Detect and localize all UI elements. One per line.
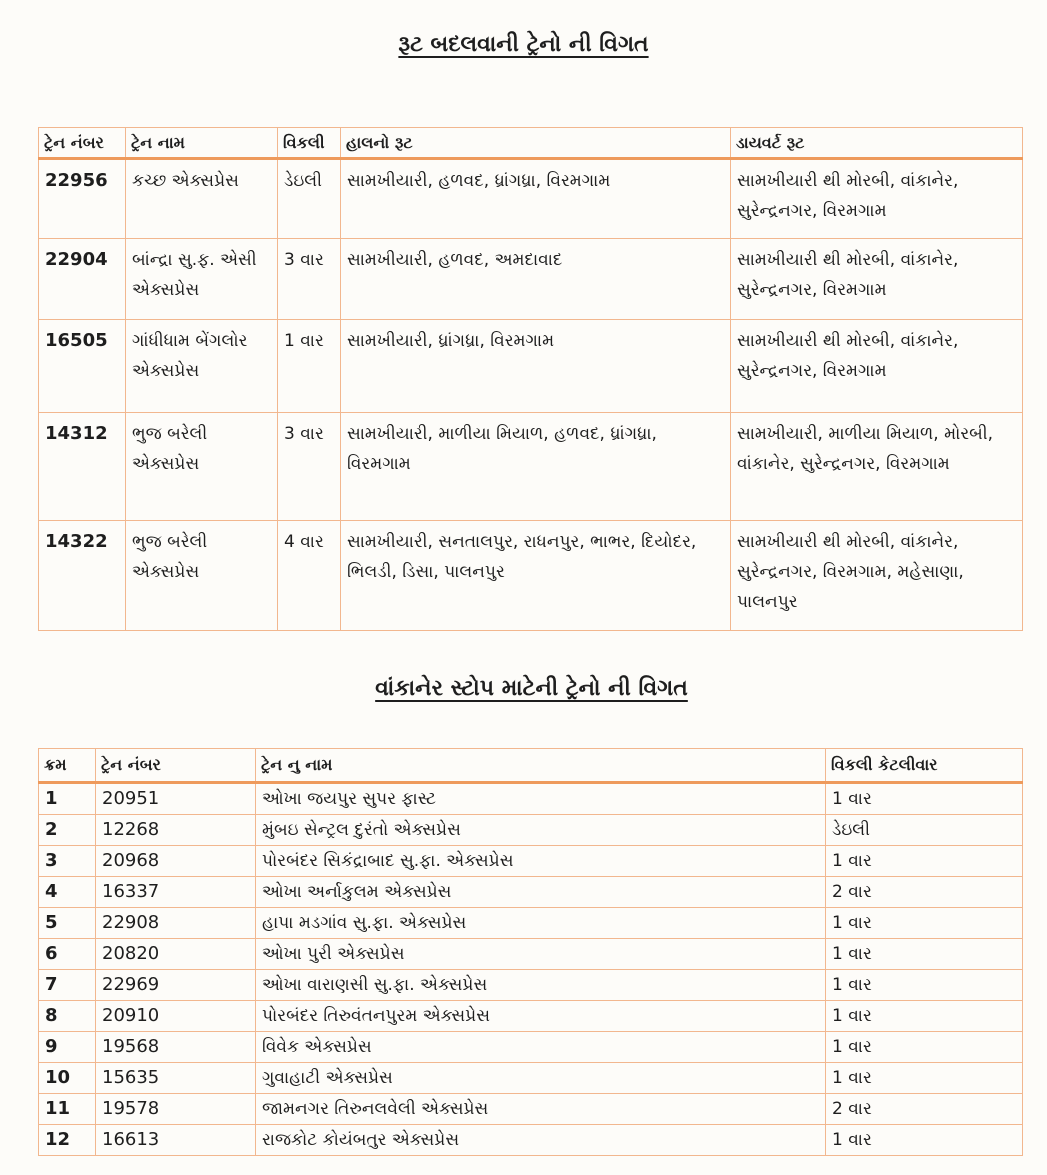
header-train-number: ટ્રેન નંબર xyxy=(39,128,126,159)
train-name-cell-text: મુંબઇ સેન્ટ્રલ દુરંતો એક્સપ્રેસ xyxy=(262,820,461,840)
diverted-route-cell xyxy=(731,521,1023,631)
route-change-title xyxy=(0,30,1047,60)
header-train-name: ટ્રેન નુ નામ xyxy=(256,749,826,783)
serial-cell-text: 3 xyxy=(45,850,58,871)
header-train-name: ટ્રેન નામ xyxy=(126,128,278,159)
route-change-table-header xyxy=(39,128,1023,159)
train-number-cell-text: 12268 xyxy=(102,819,160,840)
current-route-cell xyxy=(341,521,731,631)
serial-cell xyxy=(39,815,96,846)
train-name-cell xyxy=(256,815,826,846)
header-train-number: ટ્રેન નંબર xyxy=(96,749,256,783)
serial-cell-text: 12 xyxy=(45,1129,71,1150)
train-number-cell xyxy=(96,1063,256,1094)
train-number-cell-text: 22908 xyxy=(102,912,160,933)
serial-cell xyxy=(39,846,96,877)
train-number-cell xyxy=(39,159,126,239)
weekly-frequency-cell xyxy=(826,815,1023,846)
diverted-route-cell xyxy=(731,159,1023,239)
train-name-cell xyxy=(256,939,826,970)
table-row xyxy=(39,239,1023,320)
train-name-cell-text: બાંન્દ્રા સુ.ફ. એસી એક્સપ્રેસ xyxy=(132,250,257,300)
weekly-frequency-cell-text: 1 વાર xyxy=(832,913,872,933)
serial-cell xyxy=(39,970,96,1001)
weekly-frequency-cell-text: ડેઇલી xyxy=(832,820,870,840)
train-name-cell xyxy=(126,320,278,413)
train-number-cell xyxy=(96,939,256,970)
weekly-frequency-cell xyxy=(826,1094,1023,1125)
train-number-cell-text: 16613 xyxy=(102,1129,160,1150)
train-name-cell-text: ગાંધીધામ બેંગલોર એક્સપ્રેસ xyxy=(132,331,248,381)
train-name-cell-text: ઓખા વારાણસી સુ.ફા. એક્સપ્રેસ xyxy=(262,975,488,995)
train-number-cell xyxy=(96,1032,256,1063)
train-number-cell xyxy=(96,908,256,939)
table-row xyxy=(39,1032,1023,1063)
serial-cell xyxy=(39,1094,96,1125)
train-name-cell-text: પોરબંદર સિકંદ્રાબાદ સુ.ફા. એક્સપ્રેસ xyxy=(262,851,514,871)
train-name-cell xyxy=(256,970,826,1001)
train-number-cell xyxy=(96,877,256,908)
train-name-cell xyxy=(256,783,826,815)
wankaner-stop-title-text: વાંકાનેર સ્ટોપ માટેની ટ્રેનો ની વિગત xyxy=(375,676,688,701)
train-number-cell-text: 22956 xyxy=(45,170,108,191)
serial-cell-text: 10 xyxy=(45,1067,71,1088)
header-row xyxy=(39,749,1023,783)
serial-cell-text: 8 xyxy=(45,1005,58,1026)
train-name-cell xyxy=(256,908,826,939)
weekly-frequency-cell xyxy=(826,908,1023,939)
train-name-cell-text: ભુજ બરેલી એક્સપ્રેસ xyxy=(132,424,208,474)
weekly-frequency-cell xyxy=(826,1001,1023,1032)
train-number-cell xyxy=(96,1125,256,1156)
route-change-title-text: રૂટ બદલવાની ટ્રેનો ની વિગત xyxy=(398,32,649,57)
weekly-cell xyxy=(278,521,341,631)
current-route-cell-text: સામખીયારી, માળીયા મિયાળ, હળવદ, ધ્રાંગધ્રા, વિરમગામ xyxy=(347,424,657,474)
weekly-frequency-cell xyxy=(826,1063,1023,1094)
weekly-cell xyxy=(278,413,341,521)
route-change-table-body xyxy=(39,159,1023,631)
table-row xyxy=(39,1125,1023,1156)
current-route-cell xyxy=(341,239,731,320)
train-number-cell xyxy=(39,320,126,413)
header-diverted-route: ડાયવર્ટ રૂટ xyxy=(731,128,1023,159)
wankaner-stop-table-header xyxy=(39,749,1023,783)
serial-cell xyxy=(39,1032,96,1063)
weekly-cell-text: 3 વાર xyxy=(284,250,324,270)
train-name-cell xyxy=(256,1032,826,1063)
current-route-cell-text: સામખીયારી, ધ્રાંગધ્રા, વિરમગામ xyxy=(347,331,555,351)
serial-cell-text: 9 xyxy=(45,1036,58,1057)
table-row xyxy=(39,320,1023,413)
train-name-cell-text: ઓખા જયપુર સુપર ફાસ્ટ xyxy=(262,789,437,809)
train-name-cell xyxy=(256,1001,826,1032)
train-name-cell xyxy=(126,239,278,320)
weekly-frequency-cell xyxy=(826,783,1023,815)
train-number-cell-text: 14322 xyxy=(45,531,108,552)
table-row xyxy=(39,1094,1023,1125)
wankaner-stop-table-body xyxy=(39,783,1023,1156)
train-number-cell-text: 16505 xyxy=(45,330,108,351)
train-name-cell xyxy=(256,846,826,877)
weekly-cell-text: 1 વાર xyxy=(284,331,324,351)
diverted-route-cell xyxy=(731,413,1023,521)
train-number-cell xyxy=(39,413,126,521)
train-number-cell xyxy=(96,1001,256,1032)
serial-cell xyxy=(39,1063,96,1094)
diverted-route-cell-text: સામખીયારી થી મોરબી, વાંકાનેર, સુરેન્દ્રનગર, વિરમગામ xyxy=(737,171,959,221)
wankaner-stop-title xyxy=(8,674,1047,704)
wankaner-stop-table xyxy=(38,748,1023,1156)
weekly-frequency-cell-text: 2 વાર xyxy=(832,882,872,902)
diverted-route-cell-text: સામખીયારી થી મોરબી, વાંકાનેર, સુરેન્દ્રનગર, વિરમગામ xyxy=(737,250,959,300)
diverted-route-cell-text: સામખીયારી, માળીયા મિયાળ, મોરબી, વાંકાનેર, સુરેન્દ્રનગર, વિરમગામ xyxy=(737,424,994,474)
serial-cell-text: 11 xyxy=(45,1098,71,1119)
train-name-cell xyxy=(256,877,826,908)
train-number-cell-text: 20968 xyxy=(102,850,160,871)
table-row xyxy=(39,1063,1023,1094)
train-number-cell-text: 22969 xyxy=(102,974,160,995)
table-row xyxy=(39,521,1023,631)
train-number-cell-text: 19578 xyxy=(102,1098,160,1119)
serial-cell xyxy=(39,1001,96,1032)
weekly-cell xyxy=(278,159,341,239)
train-name-cell xyxy=(256,1094,826,1125)
header-serial: ક્રમ xyxy=(39,749,96,783)
weekly-frequency-cell xyxy=(826,877,1023,908)
weekly-frequency-cell-text: 1 વાર xyxy=(832,1068,872,1088)
train-name-cell xyxy=(256,1063,826,1094)
table-row xyxy=(39,815,1023,846)
train-number-cell-text: 22904 xyxy=(45,249,108,270)
weekly-frequency-cell-text: 1 વાર xyxy=(832,944,872,964)
current-route-cell xyxy=(341,320,731,413)
table-row xyxy=(39,846,1023,877)
train-name-cell-text: કચ્છ એક્સપ્રેસ xyxy=(132,171,239,191)
route-change-table xyxy=(38,127,1023,631)
serial-cell-text: 7 xyxy=(45,974,58,995)
weekly-cell xyxy=(278,239,341,320)
table-row xyxy=(39,970,1023,1001)
weekly-frequency-cell-text: 1 વાર xyxy=(832,975,872,995)
train-name-cell-text: ગુવાહાટી એક્સપ્રેસ xyxy=(262,1068,393,1088)
serial-cell-text: 5 xyxy=(45,912,58,933)
weekly-frequency-cell-text: 1 વાર xyxy=(832,1006,872,1026)
train-number-cell-text: 15635 xyxy=(102,1067,160,1088)
weekly-frequency-cell-text: 1 વાર xyxy=(832,1130,872,1150)
table-row xyxy=(39,877,1023,908)
train-number-cell-text: 16337 xyxy=(102,881,160,902)
header-row xyxy=(39,128,1023,159)
train-number-cell xyxy=(39,239,126,320)
diverted-route-cell xyxy=(731,239,1023,320)
serial-cell xyxy=(39,939,96,970)
train-number-cell-text: 20951 xyxy=(102,788,160,809)
serial-cell-text: 4 xyxy=(45,881,58,902)
weekly-frequency-cell xyxy=(826,1032,1023,1063)
table-row xyxy=(39,1001,1023,1032)
serial-cell xyxy=(39,877,96,908)
serial-cell xyxy=(39,908,96,939)
weekly-frequency-cell-text: 1 વાર xyxy=(832,851,872,871)
train-name-cell xyxy=(256,1125,826,1156)
current-route-cell xyxy=(341,159,731,239)
current-route-cell xyxy=(341,413,731,521)
weekly-frequency-cell xyxy=(826,939,1023,970)
weekly-frequency-cell-text: 1 વાર xyxy=(832,789,872,809)
table-row xyxy=(39,783,1023,815)
weekly-frequency-cell-text: 1 વાર xyxy=(832,1037,872,1057)
train-number-cell xyxy=(96,1094,256,1125)
diverted-route-cell-text: સામખીયારી થી મોરબી, વાંકાનેર, સુરેન્દ્રનગર, વિરમગામ, મહેસાણા, પાલનપુર xyxy=(737,532,964,612)
diverted-route-cell-text: સામખીયારી થી મોરબી, વાંકાનેર, સુરેન્દ્રનગર, વિરમગામ xyxy=(737,331,959,381)
train-number-cell xyxy=(96,846,256,877)
train-number-cell xyxy=(96,783,256,815)
train-name-cell-text: પોરબંદર તિરુવંતનપુરમ એક્સપ્રેસ xyxy=(262,1006,490,1026)
current-route-cell-text: સામખીયારી, હળવદ, અમદાવાદ xyxy=(347,250,563,270)
train-name-cell-text: જામનગર તિરુનલવેલી એક્સપ્રેસ xyxy=(262,1099,489,1119)
weekly-frequency-cell-text: 2 વાર xyxy=(832,1099,872,1119)
serial-cell-text: 6 xyxy=(45,943,58,964)
train-name-cell-text: હાપા મડગાંવ સુ.ફા. એક્સપ્રેસ xyxy=(262,913,467,933)
weekly-cell-text: 4 વાર xyxy=(284,532,324,552)
train-name-cell-text: ઓખા પુરી એક્સપ્રેસ xyxy=(262,944,405,964)
diverted-route-cell xyxy=(731,320,1023,413)
train-name-cell xyxy=(126,413,278,521)
serial-cell-text: 2 xyxy=(45,819,58,840)
weekly-frequency-cell xyxy=(826,846,1023,877)
train-name-cell-text: ભુજ બરેલી એક્સપ્રેસ xyxy=(132,532,208,582)
weekly-cell-text: ડેઇલી xyxy=(284,171,322,191)
weekly-cell-text: 3 વાર xyxy=(284,424,324,444)
table-row xyxy=(39,939,1023,970)
header-current-route: હાલનો રૂટ xyxy=(341,128,731,159)
serial-cell xyxy=(39,1125,96,1156)
table-row xyxy=(39,908,1023,939)
table-row xyxy=(39,159,1023,239)
serial-cell-text: 1 xyxy=(45,788,58,809)
weekly-cell xyxy=(278,320,341,413)
train-number-cell xyxy=(96,970,256,1001)
train-name-cell xyxy=(126,521,278,631)
train-number-cell-text: 14312 xyxy=(45,423,108,444)
train-name-cell-text: ઓખા અર્નાકુલમ એક્સપ્રેસ xyxy=(262,882,452,902)
header-weekly: વિકલી xyxy=(278,128,341,159)
train-number-cell-text: 20910 xyxy=(102,1005,160,1026)
train-number-cell-text: 19568 xyxy=(102,1036,160,1057)
header-weekly-frequency: વિકલી કેટલીવાર xyxy=(826,749,1023,783)
train-number-cell xyxy=(96,815,256,846)
table-row xyxy=(39,413,1023,521)
weekly-frequency-cell xyxy=(826,970,1023,1001)
train-name-cell-text: રાજકોટ કોયંબતુર એક્સપ્રેસ xyxy=(262,1130,460,1150)
train-name-cell-text: વિવેક એક્સપ્રેસ xyxy=(262,1037,372,1057)
current-route-cell-text: સામખીયારી, હળવદ, ધ્રાંગધ્રા, વિરમગામ xyxy=(347,171,611,191)
current-route-cell-text: સામખીયારી, સનતાલપુર, રાધનપુર, ભાભર, દિયોદર, ભિલડી, ડિસા, પાલનપુર xyxy=(347,532,697,582)
train-number-cell xyxy=(39,521,126,631)
train-number-cell-text: 20820 xyxy=(102,943,160,964)
train-name-cell xyxy=(126,159,278,239)
weekly-frequency-cell xyxy=(826,1125,1023,1156)
serial-cell xyxy=(39,783,96,815)
